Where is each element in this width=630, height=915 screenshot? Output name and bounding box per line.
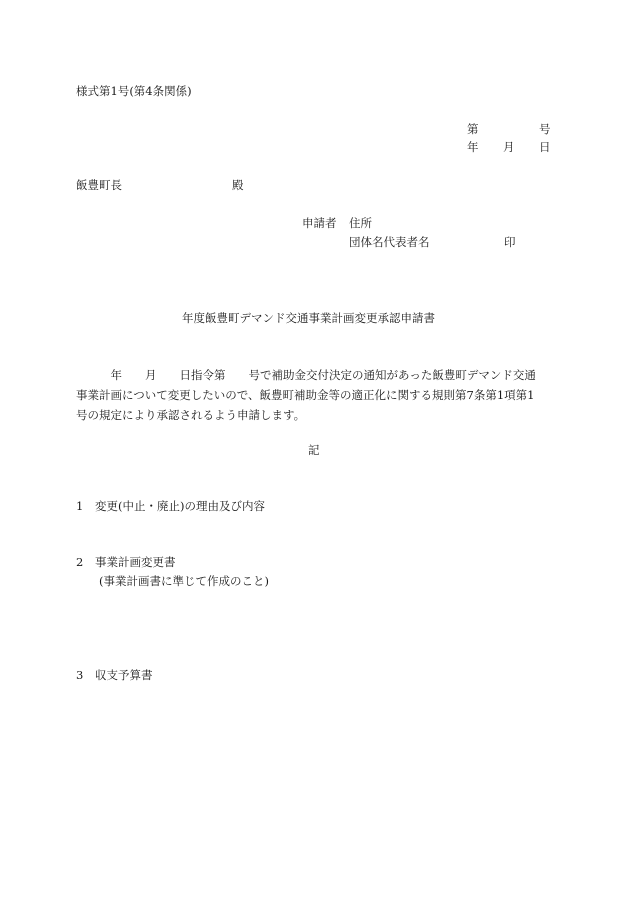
document-number-prefix: 第 [467, 122, 479, 136]
list-item-1 [76, 501, 265, 513]
applicant-label: 申請者 [302, 216, 337, 230]
list-item-3 [76, 670, 153, 682]
list-item-2 [76, 557, 176, 569]
list-item-text: 収支予算書 [95, 668, 153, 682]
body-line-3: 号の規定により承認されるよう申請します。 [76, 408, 306, 422]
applicant-representative-label: 団体名代表者名 [349, 235, 430, 249]
addressee-honorific: 殿 [232, 178, 244, 192]
list-item-text: 事業計画変更書 [95, 555, 176, 569]
body-paragraph [76, 365, 552, 425]
list-item-2-note: (事業計画書に準じて作成のこと) [99, 574, 269, 588]
addressee-name: 飯豊町長 [76, 178, 122, 192]
list-item-text: 変更(中止・廃止)の理由及び内容 [95, 499, 265, 513]
document-number-suffix: 号 [539, 122, 551, 136]
body-line-2: 事業計画について変更したいので、飯豊町補助金等の適正化に関する規則第7条第1項第1 [76, 388, 535, 402]
ki-heading: 記 [308, 443, 320, 457]
list-item-number: 3 [76, 668, 84, 682]
form-id: 様式第1号(第4条関係) [76, 84, 192, 98]
applicant-address-label: 住所 [349, 216, 372, 230]
date-month: 月 [503, 140, 515, 154]
date-year: 年 [467, 140, 479, 154]
list-item-number: 2 [76, 555, 84, 569]
body-line-1: 年 月 日指令第 号で補助金交付決定の通知があった飯豊町デマンド交通 [76, 368, 536, 382]
date-day: 日 [539, 140, 551, 154]
seal-mark: 印 [504, 235, 516, 249]
document-title: 年度飯豊町デマンド交通事業計画変更承認申請書 [182, 311, 435, 325]
list-item-number: 1 [76, 499, 84, 513]
